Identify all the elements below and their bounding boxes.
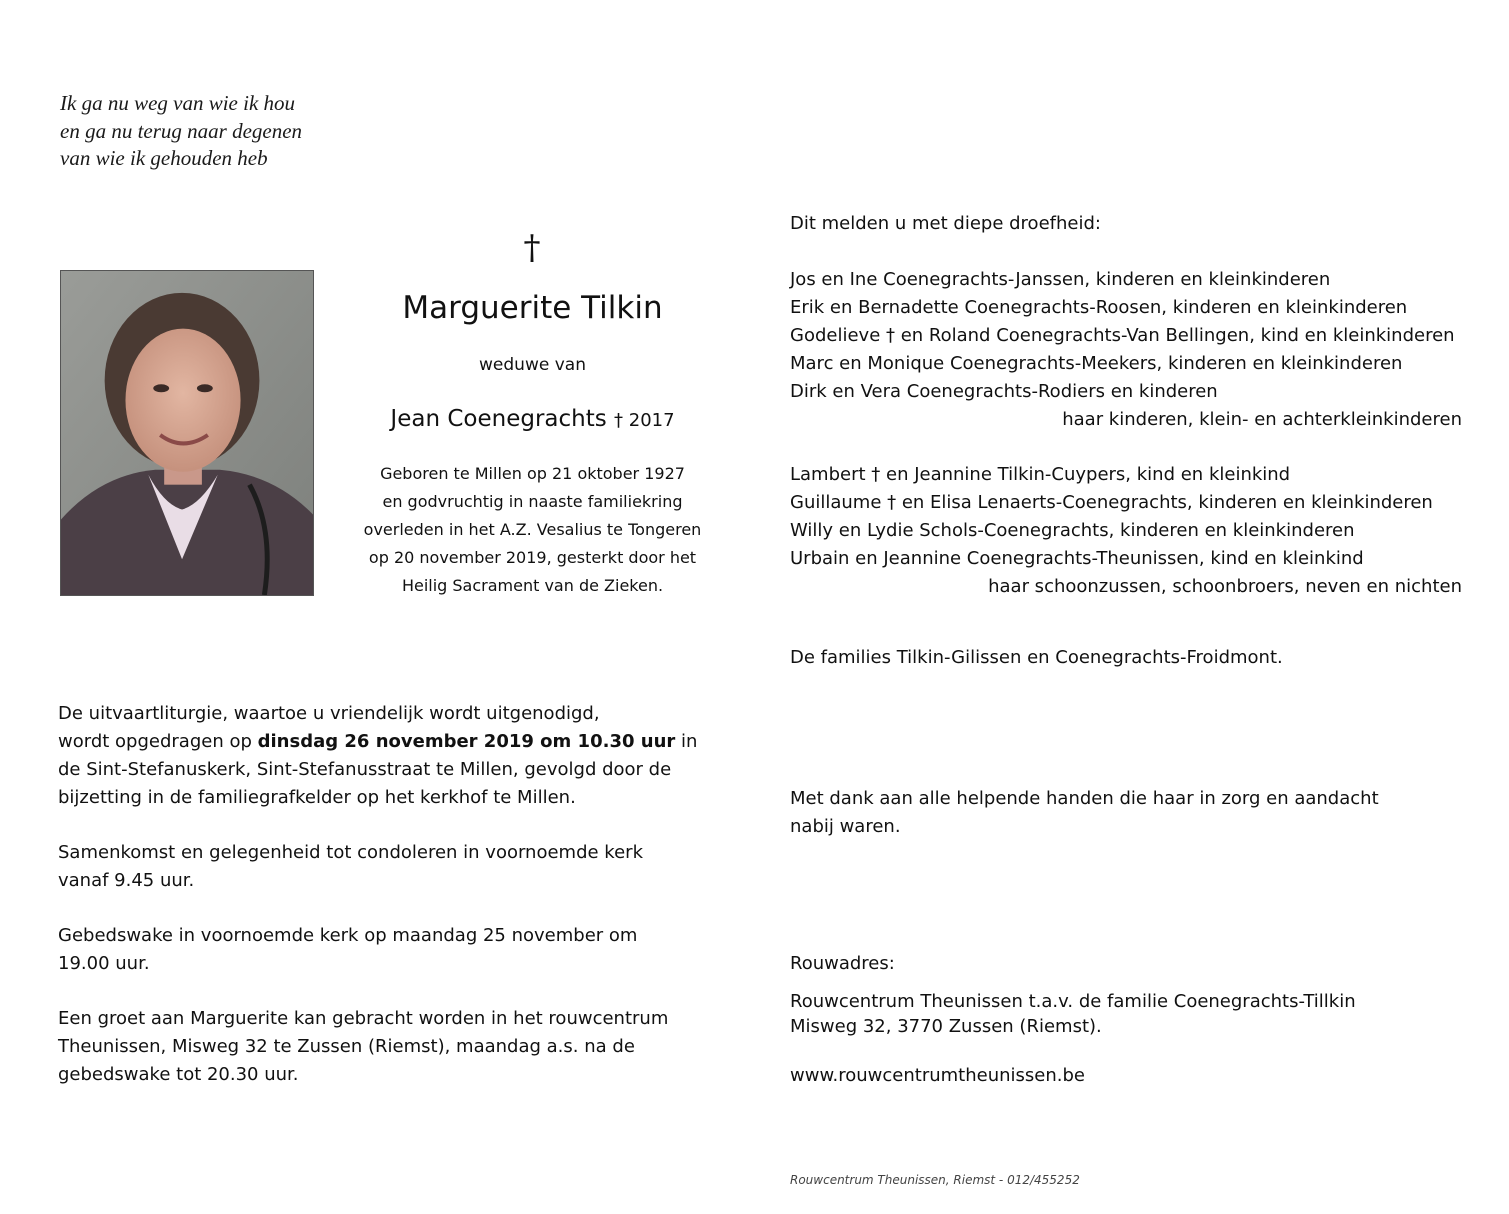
- children-item: Erik en Bernadette Coenegrachts-Roosen, kinderen en kleinkinderen: [790, 297, 1408, 318]
- address-block: [790, 989, 1490, 1039]
- address-label: Rouwadres:: [790, 953, 895, 974]
- poem-line: van wie ik gehouden heb: [60, 146, 268, 170]
- cross-icon: †: [523, 228, 541, 268]
- thanks-line: Met dank aan alle helpende handen die haar in zorg en aandacht: [790, 788, 1379, 809]
- families-line: De families Tilkin-Gilissen en Coenegrachts-Froidmont.: [790, 647, 1283, 668]
- portrait-photo: [60, 270, 314, 596]
- greeting-line: Een groet aan Marguerite kan gebracht worden in het rouwcentrum: [58, 1008, 669, 1029]
- gathering-line: Samenkomst en gelegenheid tot condoleren in voornoemde kerk: [58, 842, 643, 863]
- vigil-line: 19.00 uur.: [58, 953, 150, 974]
- thanks-paragraph: [790, 785, 1490, 841]
- funeral-text: in: [675, 731, 698, 752]
- funeral-paragraph: [58, 700, 738, 812]
- funeral-line: bijzetting in de familiegrafkelder op het kerkhof te Millen.: [58, 787, 576, 808]
- children-item: Marc en Monique Coenegrachts-Meekers, kinderen en kleinkinderen: [790, 353, 1403, 374]
- spouse-line: [330, 402, 735, 438]
- bio-line: overleden in het A.Z. Vesalius te Tongeren: [363, 520, 702, 539]
- biography: [330, 460, 735, 600]
- thanks-line: nabij waren.: [790, 816, 901, 837]
- inlaws-list: [790, 461, 1490, 601]
- poem: [60, 90, 420, 173]
- funeral-date: dinsdag 26 november 2019 om 10.30 uur: [257, 731, 676, 752]
- children-item: Jos en Ine Coenegrachts-Janssen, kinderen en kleinkinderen: [790, 269, 1331, 290]
- children-list: [790, 266, 1490, 434]
- poem-line: en ga nu terug naar degenen: [60, 118, 303, 143]
- inlaws-summary: haar schoonzussen, schoonbroers, neven en nichten: [988, 576, 1462, 597]
- greeting-line: Theunissen, Misweg 32 te Zussen (Riemst), maandag a.s. na de: [58, 1036, 635, 1057]
- gathering-paragraph: [58, 839, 738, 895]
- deceased-name: Marguerite Tilkin: [402, 290, 663, 326]
- bio-line: op 20 november 2019, gesterkt door het: [368, 548, 697, 567]
- website-link[interactable]: www.rouwcentrumtheunissen.be: [790, 1065, 1085, 1086]
- funeral-line: De uitvaartliturgie, waartoe u vriendelijk wordt uitgenodigd,: [58, 703, 600, 724]
- children-summary: haar kinderen, klein- en achterkleinkinderen: [1062, 409, 1462, 430]
- funeral-text: wordt opgedragen op: [58, 731, 258, 752]
- funeral-line: de Sint-Stefanuskerk, Sint-Stefanusstraat te Millen, gevolgd door de: [58, 759, 672, 780]
- funeral-line: [58, 728, 738, 756]
- greeting-paragraph: [58, 1005, 738, 1089]
- greeting-line: gebedswake tot 20.30 uur.: [58, 1064, 299, 1085]
- footer-credit: Rouwcentrum Theunissen, Riemst - 012/455252: [790, 1173, 1080, 1187]
- poem-line: Ik ga nu weg van wie ik hou: [60, 91, 296, 115]
- vigil-paragraph: [58, 922, 738, 978]
- inlaws-item: Guillaume † en Elisa Lenaerts-Coenegrachts, kinderen en kleinkinderen: [790, 492, 1433, 513]
- inlaws-item: Urbain en Jeannine Coenegrachts-Theunissen, kind en kleinkind: [790, 548, 1364, 569]
- vigil-line: Gebedswake in voornoemde kerk op maandag 25 november om: [58, 925, 638, 946]
- bio-line: en godvruchtig in naaste familiekring: [382, 492, 683, 511]
- gathering-line: vanaf 9.45 uur.: [58, 870, 195, 891]
- bio-line: Heilig Sacrament van de Zieken.: [401, 576, 664, 595]
- inlaws-item: Willy en Lydie Schols-Coenegrachts, kinderen en kleinkinderen: [790, 520, 1355, 541]
- address-line: Misweg 32, 3770 Zussen (Riemst).: [790, 1016, 1102, 1037]
- children-item: Godelieve † en Roland Coenegrachts-Van Bellingen, kind en kleinkinderen: [790, 325, 1455, 346]
- spouse-name: Jean Coenegrachts: [390, 406, 607, 432]
- widow-label: weduwe van: [479, 355, 586, 375]
- spouse-death: † 2017: [614, 410, 675, 431]
- announce-intro: Dit melden u met diepe droefheid:: [790, 213, 1101, 234]
- bio-line: Geboren te Millen op 21 oktober 1927: [380, 464, 685, 483]
- children-item: Dirk en Vera Coenegrachts-Rodiers en kinderen: [790, 381, 1218, 402]
- inlaws-item: Lambert † en Jeannine Tilkin-Cuypers, kind en kleinkind: [790, 464, 1291, 485]
- address-line: Rouwcentrum Theunissen t.a.v. de familie Coenegrachts-Tillkin: [790, 991, 1356, 1012]
